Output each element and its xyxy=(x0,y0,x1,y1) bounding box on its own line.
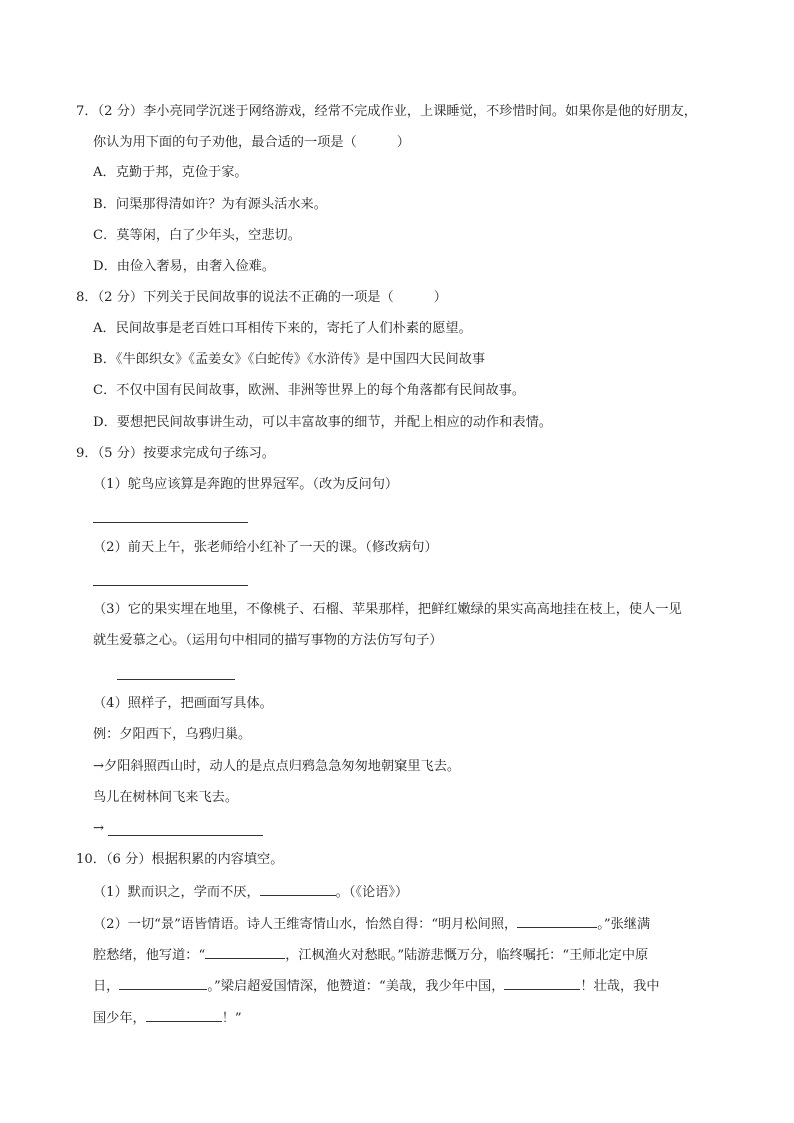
q10-part1-text-b: 。（《论语》） xyxy=(335,885,409,900)
q9-part4-example-answer: →夕阳斜照西山时，动人的是点点归鸦急急匆匆地朝窠里飞去。 xyxy=(93,759,461,774)
q9-part2-answer-line[interactable] xyxy=(93,585,248,586)
q9-part3-line2: 就生爱慕之心。（运用句中相同的描写事物的方法仿写句子） xyxy=(93,633,443,648)
q10-part2-text-3a: 日， xyxy=(93,979,120,994)
q8-option-a: A．民间故事是老百姓口耳相传下来的，寄托了人们朴素的愿望。 xyxy=(93,321,472,336)
q8-option-b: B．《牛郎织女》《孟姜女》《白蛇传》《水浒传》是中国四大民间故事 xyxy=(93,352,486,367)
q10-part1 xyxy=(93,882,408,902)
q8-option-d: D．要想把民间故事讲生动，可以丰富故事的细节，并配上相应的动作和表情。 xyxy=(93,415,552,430)
q10-part2-line2 xyxy=(93,945,648,965)
q9-part3-line1: （3）它的果实埋在地里，不像桃子、石榴、苹果那样，把鲜红嫩绿的果实高高地挂在枝上，使人一见 xyxy=(93,602,682,617)
q10-blank-1[interactable] xyxy=(260,882,336,896)
q9-part4-answer-line[interactable] xyxy=(108,835,263,836)
q9-part1: （1）鸵鸟应该算是奔跑的世界冠军。（改为反问句） xyxy=(93,477,399,492)
q8-stem-close: ） xyxy=(433,290,447,305)
q10-part2-text-3c: ！壮哉，我中 xyxy=(580,979,660,994)
q7-stem-line2 xyxy=(93,134,410,152)
q10-part2-line1 xyxy=(93,914,650,934)
q7-option-a: A．克勤于邦，克俭于家。 xyxy=(93,165,248,180)
q10-part2-text-2a: 腔愁绪，他写道：“ xyxy=(93,948,206,963)
q7-stem-close: ） xyxy=(396,135,410,150)
q8-stem-text: 8．（2 分）下列关于民间故事的说法不正确的一项是（ xyxy=(76,290,394,305)
q10-blank-2[interactable] xyxy=(517,914,597,928)
q9-part4: （4）照样子，把画面写具体。 xyxy=(93,696,273,711)
q7-stem-text: 你认为用下面的句子劝他，最合适的一项是（ xyxy=(93,135,357,150)
q9-part2: （2）前天上午，张老师给小红补了一天的课。（修改病句） xyxy=(93,540,438,555)
q10-part1-text-a: （1）默而识之，学而不厌， xyxy=(93,885,260,900)
q10-blank-6[interactable] xyxy=(146,1008,222,1022)
q10-part2-text-1a: （2）一切“景”语皆情语。诗人王维寄情山水，怡然自得：“明月松间照， xyxy=(93,917,518,932)
q7-stem-line1: 7．（2 分）李小亮同学沉迷于网络游戏，经常不完成作业，上课睡觉，不珍惜时间。如果你是他的好朋友， xyxy=(76,104,697,119)
q9-stem: 9．（5 分）按要求完成句子练习。 xyxy=(76,446,275,461)
q9-part4-arrow: → xyxy=(93,821,105,836)
q10-blank-4[interactable] xyxy=(119,976,207,990)
q8-option-c: C．不仅中国有民间故事，欧洲、非洲等世界上的每个角落都有民间故事。 xyxy=(93,383,526,398)
q9-part1-answer-line[interactable] xyxy=(93,522,248,523)
q9-part4-example: 例：夕阳西下，乌鸦归巢。 xyxy=(93,727,252,742)
q7-option-d: D．由俭入奢易，由奢入俭难。 xyxy=(93,259,276,274)
q10-part2-text-3b: 。”梁启超爱国情深，他赞道：“美哉，我少年中国， xyxy=(207,979,505,994)
q10-stem: 10．（6 分）根据积累的内容填空。 xyxy=(76,852,284,867)
q8-stem xyxy=(76,289,447,307)
q10-blank-5[interactable] xyxy=(504,976,580,990)
q10-part2-line4 xyxy=(93,1008,242,1028)
q10-blank-3[interactable] xyxy=(205,945,285,959)
q7-option-c: C．莫等闲，白了少年头，空悲切。 xyxy=(93,228,301,243)
q10-part2-text-1b: 。”张继满 xyxy=(597,917,651,932)
q7-option-b: B．问渠那得清如许？为有源头活水来。 xyxy=(93,197,327,212)
q9-part4-prompt: 鸟儿在树林间飞来飞去。 xyxy=(93,790,239,805)
q10-part2-text-4b: ！” xyxy=(221,1011,242,1026)
q10-part2-text-4a: 国少年， xyxy=(93,1011,146,1026)
q10-part2-text-2b: ，江枫渔火对愁眠。”陆游悲慨万分，临终嘱托：“王师北定中原 xyxy=(285,948,649,963)
q10-part2-line3 xyxy=(93,976,660,996)
q9-part3-answer-line[interactable] xyxy=(117,679,235,680)
